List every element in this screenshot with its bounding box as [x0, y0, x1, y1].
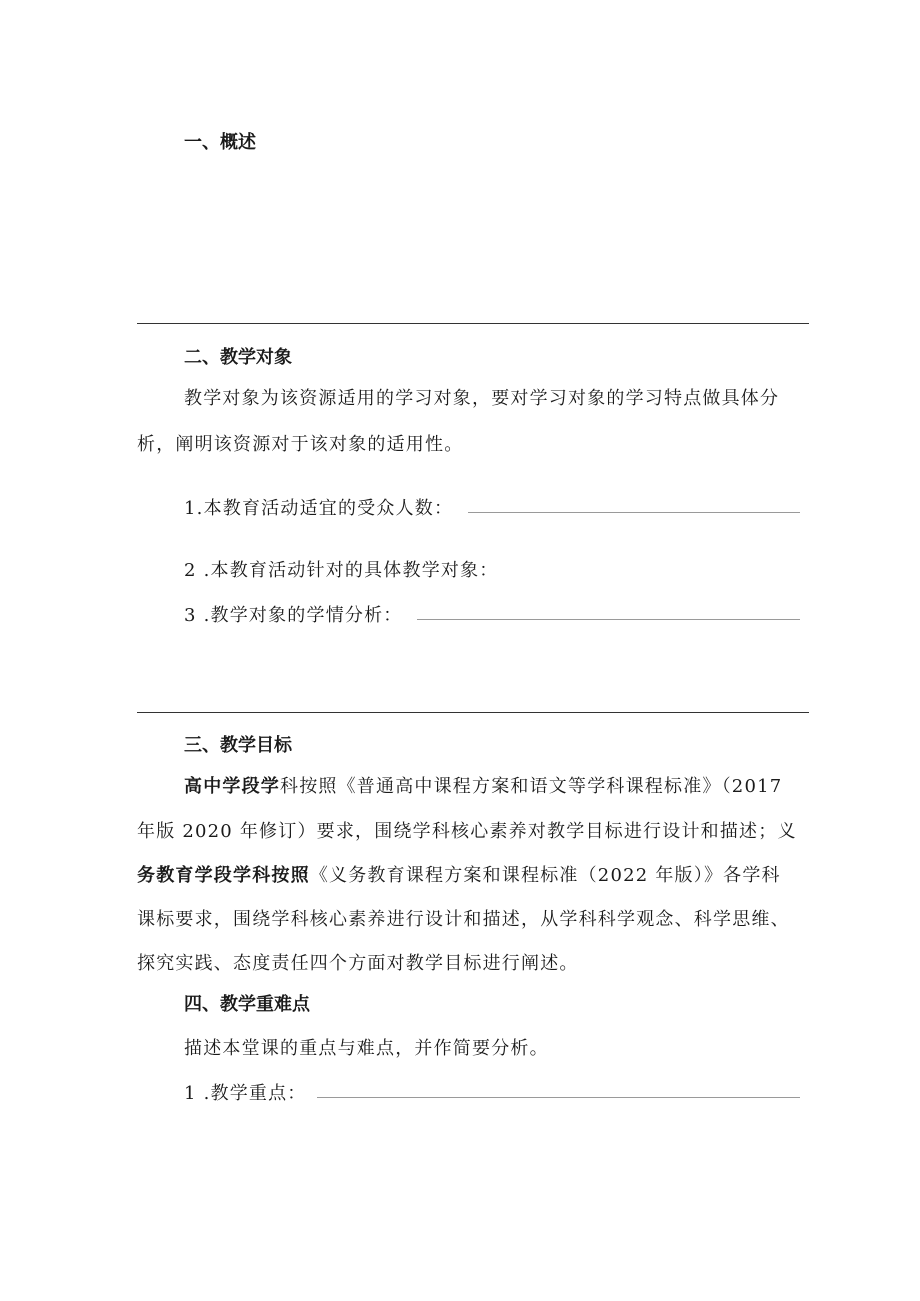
section-heading-audience: 二、教学对象: [184, 347, 292, 368]
audience-item-analysis-label: 3 .教学对象的学情分析：: [184, 605, 403, 626]
key-points-paragraph: 描述本堂课的重点与难点，并作简要分析。: [184, 1038, 549, 1059]
objectives-line3-bold: 务教育学段学科按照: [137, 865, 310, 886]
objectives-line1: [184, 772, 782, 798]
audience-paragraph-line1: 教学对象为该资源适用的学习对象，要对学习对象的学习特点做具体分: [184, 388, 780, 409]
audience-item-target-label: 2 .本教育活动针对的具体教学对象：: [184, 560, 499, 581]
section-heading-key-points: 四、教学重难点: [184, 994, 310, 1015]
section-heading-objectives: 三、教学目标: [184, 735, 292, 756]
key-points-item1-label: 1 .教学重点：: [184, 1083, 307, 1104]
audience-paragraph-line2: 析，阐明该资源对于该对象的适用性。: [137, 434, 464, 455]
objectives-line1-bold: 高中学段学: [184, 776, 280, 797]
objectives-line4: 课标要求，围绕学科核心素养进行设计和描述，从学科科学观念、科学思维、: [137, 909, 790, 930]
section-divider: [137, 323, 809, 324]
audience-analysis-blank[interactable]: [417, 619, 800, 620]
objectives-line5: 探究实践、态度责任四个方面对教学目标进行阐述。: [137, 953, 579, 974]
section-heading-overview: 一、概述: [184, 132, 256, 153]
objectives-line3-text: 《义务教育课程方案和课程标准（2022 年版）》各学科: [309, 865, 781, 886]
objectives-line1-text: 科按照《普通高中课程方案和语文等学科课程标准》（2017: [280, 776, 783, 797]
audience-item-count-label: 1.本教育活动适宜的受众人数：: [184, 498, 454, 519]
objectives-line2: 年版 2020 年修订）要求，围绕学科核心素养对教学目标进行设计和描述；义: [137, 821, 797, 842]
objectives-line3: [137, 861, 781, 887]
audience-count-blank[interactable]: [468, 512, 800, 513]
key-points-blank[interactable]: [317, 1097, 800, 1098]
section-divider: [137, 712, 809, 713]
